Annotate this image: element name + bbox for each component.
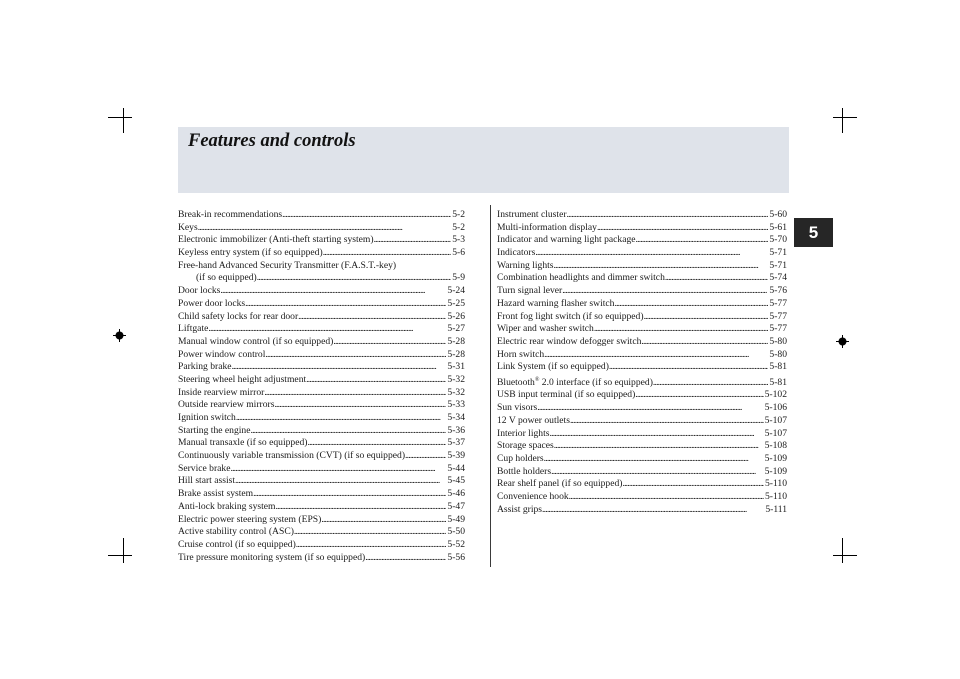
toc-entry[interactable] [497,478,787,491]
toc-entry-page: 5-28 [447,348,465,360]
toc-entry-page: 5-61 [769,221,787,233]
toc-entry-label [497,209,567,222]
toc-entry-title: Service brake [178,462,231,474]
toc-entry[interactable] [497,415,787,428]
dot-leader [198,222,451,235]
dot-leader [562,285,768,298]
toc-entry[interactable] [178,349,465,362]
toc-entry-page: 5-2 [452,209,465,220]
toc-entry-page: 5-24 [447,285,465,297]
toc-entry-page: 5-56 [447,551,465,563]
toc-entry-label [497,323,594,336]
dot-leader [294,526,446,539]
dot-leader [665,272,769,285]
toc-entry[interactable] [497,336,787,349]
toc-entry-title: Parking brake [178,361,232,373]
toc-entry-page: 5-76 [769,285,787,297]
toc-entry-title: Interior lights [497,427,550,439]
toc-entry-title: Convenience hook [497,490,569,502]
toc-entry-title: Rear shelf panel (if so equipped) [497,478,623,490]
toc-entry-page: 5-49 [447,513,465,525]
toc-entry-title: Indicators [497,247,536,259]
dot-leader [597,222,768,235]
toc-entry[interactable] [178,234,465,247]
toc-entry-page: 5-25 [447,297,465,309]
toc-entry[interactable] [497,222,787,235]
toc-entry[interactable] [178,501,465,514]
toc-entry-title: Liftgate [178,323,209,335]
toc-entry-title: Multi-information display [497,221,597,233]
toc-entry-page: 5-108 [764,440,787,452]
toc-entry-label [497,504,542,517]
toc-entry-page: 5-34 [447,412,465,423]
toc-entry-label [497,285,562,298]
toc-entry[interactable] [178,475,465,488]
page-title: Features and controls [188,131,356,151]
toc-entry-label [178,222,198,235]
registration-mark-left [113,329,126,342]
toc-entry-page: 5-80 [769,335,787,347]
toc-entry-page: 5-6 [452,247,465,259]
toc-entry-title: (if so equipped) [196,272,257,284]
dot-leader [635,389,763,402]
toc-entry-label [178,437,307,450]
toc-entry-title: Sun visors [497,402,538,414]
dot-leader [554,440,764,453]
toc-entry-page: 5-109 [764,465,787,477]
toc-entry-title: Wiper and washer switch [497,323,594,335]
dot-leader [274,399,446,412]
toc-entry-page: 5-3 [452,234,465,246]
toc-entry-page: 5-47 [447,500,465,512]
toc-entry-page: 5-110 [764,490,787,502]
toc-entry[interactable] [497,440,787,453]
dot-leader [230,463,446,476]
toc-entry[interactable] [497,272,787,285]
toc-entry-label [178,475,235,488]
toc-entry-title: Break-in recommendations [178,209,283,220]
toc-entry-label [497,272,665,285]
toc-entry-label [497,428,550,441]
toc-entry-title: Keyless entry system (if so equipped) [178,247,323,259]
toc-entry-title: Combination headlights and dimmer switch [497,272,665,284]
toc-left-column [178,209,465,564]
toc-entry[interactable] [497,209,787,222]
toc-entry[interactable] [497,389,787,402]
dot-leader [644,311,769,324]
toc-entry[interactable] [178,450,465,463]
toc-entry[interactable] [497,428,787,441]
toc-entry-label [178,425,250,438]
toc-entry[interactable] [497,285,787,298]
dot-leader [636,234,769,247]
toc-entry-title: Hazard warning flasher switch [497,297,615,309]
toc-entry-page: 5-77 [769,310,787,322]
dot-leader [282,209,451,222]
toc-entry-page: 5-107 [764,414,787,426]
dot-leader [544,349,768,362]
toc-entry-title: Power door locks [178,297,246,309]
toc-entry-page: 5-27 [447,323,465,335]
toc-entry[interactable] [178,298,465,311]
toc-right-column [497,209,787,516]
toc-entry-page: 5-60 [769,209,787,220]
toc-entry-title: Inside rearview mirror [178,386,265,398]
toc-entry-page: 5-77 [769,323,787,335]
dot-leader [554,260,769,273]
toc-entry-label [178,501,276,514]
toc-entry-title: Manual transaxle (if so equipped) [178,437,308,449]
toc-entry[interactable] [497,260,787,273]
toc-entry-title-suffix: 2.0 interface (if so equipped) [539,376,653,388]
toc-entry[interactable] [497,323,787,336]
toc-entry-label [178,323,208,336]
toc-entry-label [178,463,230,476]
toc-entry[interactable] [497,247,787,260]
toc-entry-title: Front fog light switch (if so equipped) [497,310,644,322]
toc-entry[interactable] [178,463,465,476]
toc-entry-label [178,387,264,400]
toc-entry-label [497,222,597,235]
dot-leader [405,450,446,463]
dot-leader [257,272,451,285]
toc-entry-label [497,349,544,362]
dot-leader [542,504,764,517]
toc-entry-page: 5-31 [447,361,465,373]
toc-entry-title: Horn switch [497,348,545,360]
toc-entry-title: Warning lights [497,259,554,271]
toc-entry-title: Active stability control (ASC) [178,526,294,538]
toc-entry[interactable] [178,514,465,527]
toc-entry-label [497,374,653,390]
dot-leader [235,475,446,488]
toc-entry-label [497,415,570,428]
toc-entry-title: Child safety locks for rear door [178,310,299,322]
toc-entry-label [178,311,298,324]
toc-entry-page: 5-109 [764,452,787,464]
toc-entry-label [497,247,535,260]
dot-leader [374,234,452,247]
toc-entry-title: Electronic immobilizer (Anti-theft starting system) [178,234,374,246]
toc-entry-page: 5-71 [769,247,787,259]
toc-entry-page: 5-45 [447,475,465,487]
toc-entry[interactable] [178,209,465,222]
toc-entry-page: 5-71 [769,259,787,271]
toc-entry-page: 5-80 [769,348,787,360]
toc-entry-title: Power window control [178,348,266,360]
toc-entry-page: 5-39 [447,450,465,462]
toc-entry-title: Hill start assist [178,475,236,487]
toc-entry-title: Door locks [178,285,221,297]
toc-entry-title: Starting the engine [178,424,251,436]
toc-entry-label [178,234,374,247]
toc-entry-title: Bottle holders [497,465,552,477]
toc-entry-label [178,260,396,273]
toc-entry-page: 5-110 [764,478,787,490]
toc-entry-label [178,450,405,463]
toc-entry-page: 5-28 [447,335,465,347]
dot-leader [321,514,446,527]
dot-leader [306,374,446,387]
dot-leader [264,387,446,400]
dot-leader [276,501,447,514]
toc-entry[interactable] [497,234,787,247]
dot-leader [550,428,764,441]
dot-leader [265,349,446,362]
toc-entry-label [178,374,306,387]
dot-leader [220,285,446,298]
toc-entry-label [178,349,265,362]
toc-entry-label [178,209,282,222]
dot-leader [232,361,447,374]
toc-entry-label [497,260,554,273]
dot-leader [641,336,768,349]
toc-entry-label [497,361,609,374]
registered-mark: ® [534,376,540,383]
toc-entry-title: Bluetooth [497,376,535,388]
toc-entry-label [178,552,365,565]
dot-leader [594,323,769,336]
toc-entry-label [196,272,257,285]
toc-entry-page: 5-81 [769,376,787,388]
toc-entry-page: 5-106 [764,402,787,414]
toc-entry-title: Free-hand Advanced Security Transmitter (F.A.S.T.-key) [178,259,397,271]
toc-entry-title: Indicator and warning light package [497,234,636,246]
toc-entry-title: Electric power steering system (EPS) [178,513,322,525]
toc-entry-page: 5-77 [769,297,787,309]
toc-entry-title: Steering wheel height adjustment [178,373,307,385]
dot-leader [622,478,763,491]
toc-entry-title: Turn signal lever [497,285,563,297]
toc-entry[interactable] [497,298,787,311]
toc-entry-title: Instrument cluster [497,209,567,220]
toc-entry[interactable] [497,504,787,517]
toc-entry[interactable] [178,412,465,425]
toc-entry-title: Storage spaces [497,440,554,452]
dot-leader [365,552,446,565]
toc-entry[interactable] [497,453,787,466]
toc-entry-title: Electric rear window defogger switch [497,335,642,347]
toc-entry-title: 12 V power outlets [497,414,570,426]
dot-leader [236,412,447,425]
toc-entry-label [497,440,554,453]
toc-entry[interactable] [497,466,787,479]
toc-entry-title: Anti-lock braking system [178,500,276,512]
toc-entry-title: Link System (if so equipped) [497,361,609,373]
toc-entry-page: 5-36 [447,424,465,436]
dot-leader [245,298,446,311]
dot-leader [609,361,768,374]
toc-entry[interactable] [497,374,787,390]
toc-entry-title: Keys [178,221,198,233]
toc-entry-page: 5-33 [447,399,465,411]
toc-entry-label [497,466,551,479]
dot-leader [298,311,446,324]
toc-entry-label [178,514,321,527]
toc-entry-label [178,526,294,539]
toc-entry-page: 5-74 [769,272,787,284]
toc-entry-label [497,402,537,415]
toc-entry-title: Ignition switch [178,412,236,423]
toc-entry-page: 5-32 [447,386,465,398]
toc-entry-page: 5-111 [765,503,787,515]
toc-entry-page: 5-32 [447,373,465,385]
toc-entry[interactable] [178,526,465,539]
toc-entry-label [178,539,296,552]
toc-entry[interactable] [178,311,465,324]
toc-entry-title: Continuously variable transmission (CVT) (if so equipped) [178,450,406,462]
toc-entry[interactable] [178,323,465,336]
toc-entry[interactable] [178,361,465,374]
toc-entry[interactable] [178,552,465,565]
toc-entry[interactable] [178,222,465,235]
toc-entry[interactable] [178,272,465,285]
dot-leader [307,437,446,450]
dot-leader [535,247,768,260]
dot-leader [253,488,446,501]
toc-entry[interactable] [497,311,787,324]
toc-entry-label [497,234,636,247]
dot-leader [296,539,447,552]
toc-entry-title: Brake assist system [178,488,254,500]
dot-leader [208,323,446,336]
toc-entry-title: Assist grips [497,503,543,515]
toc-entry-title: Tire pressure monitoring system (if so equipped) [178,551,366,563]
toc-entry-title: USB input terminal (if so equipped) [497,389,636,401]
toc-entry-page: 5-81 [769,361,787,373]
toc-entry-page: 5-107 [764,427,787,439]
toc-entry-label [497,298,614,311]
dot-leader [653,374,769,390]
toc-entry-page: 5-44 [447,462,465,474]
registration-mark-right [836,335,849,348]
toc-entry-page: 5-26 [447,310,465,322]
toc-entry-label [497,311,644,324]
toc-entry-page: 5-70 [769,234,787,246]
dot-leader [569,491,764,504]
column-divider [490,205,491,567]
dot-leader [570,415,764,428]
toc-entry-page: 5-37 [447,437,465,449]
toc-entry-label [497,453,544,466]
toc-entry-page: 5-2 [452,221,465,233]
toc-entry-page: 5-52 [447,538,465,550]
toc-entry[interactable] [178,488,465,501]
toc-entry-label [178,298,245,311]
toc-entry-label [497,389,635,402]
toc-entry-title: Cup holders [497,452,544,464]
toc-entry-page: 5-9 [452,272,465,284]
toc-entry[interactable] [497,361,787,374]
toc-entry-title: Manual window control (if so equipped) [178,335,334,347]
toc-entry-label [178,412,236,425]
toc-entry[interactable] [497,491,787,504]
dot-leader [537,402,763,415]
dot-leader [551,466,764,479]
dot-leader [333,336,446,349]
toc-entry[interactable] [178,399,465,412]
toc-entry-label [178,247,323,260]
toc-entry-label [178,399,274,412]
toc-entry[interactable] [178,539,465,552]
toc-entry-page: 5-46 [447,488,465,500]
toc-entry[interactable] [497,402,787,415]
toc-entry-label [497,478,622,491]
toc-entry[interactable] [178,260,465,273]
toc-entry[interactable] [178,336,465,349]
toc-entry[interactable] [178,285,465,298]
toc-entry-label [178,361,232,374]
dot-leader [567,209,769,222]
toc-entry-page: 5-50 [447,526,465,538]
toc-entry[interactable] [497,349,787,362]
dot-leader [323,247,452,260]
toc-entry-title: Outside rearview mirrors [178,399,275,411]
toc-entry[interactable] [178,374,465,387]
dot-leader [250,425,446,438]
dot-leader [544,453,764,466]
toc-entry[interactable] [178,425,465,438]
chapter-tab: 5 [794,218,833,247]
toc-entry[interactable] [178,437,465,450]
chapter-header [178,127,789,193]
toc-entry-label [178,488,253,501]
dot-leader [614,298,768,311]
toc-entry[interactable] [178,387,465,400]
toc-entry-label [178,336,333,349]
toc-entry-label [497,491,569,504]
toc-entry-label [178,285,220,298]
toc-entry-page: 5-102 [764,389,787,401]
toc-entry[interactable] [178,247,465,260]
toc-entry-label [497,336,641,349]
toc-entry-title: Cruise control (if so equipped) [178,538,296,550]
